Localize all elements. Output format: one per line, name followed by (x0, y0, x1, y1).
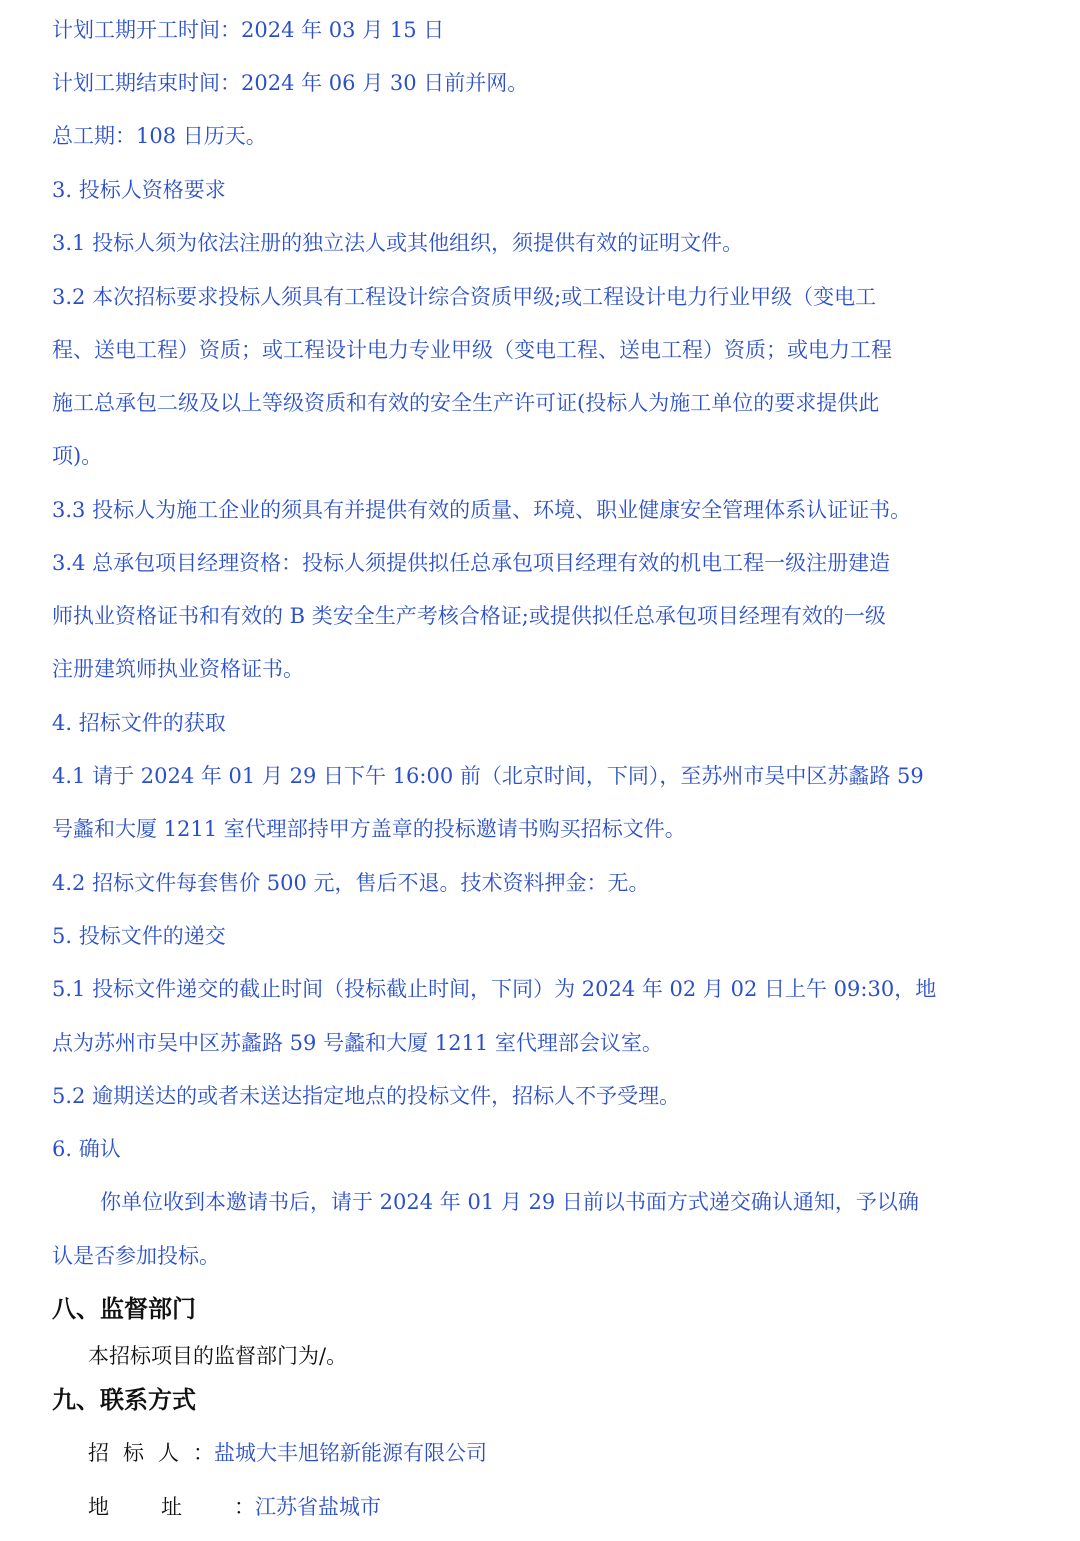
section-3-2-line: 3.2 本次招标要求投标人须具有工程设计综合资质甲级;或工程设计电力行业甲级（变电工 (52, 285, 877, 309)
section-3-title: 3. 投标人资格要求 (52, 178, 226, 202)
section-3-4-line: 师执业资格证书和有效的 B 类安全生产考核合格证;或提供拟任总承包项目经理有效的一级 (52, 604, 886, 628)
section-3-2-line: 程、送电工程）资质；或工程设计电力专业甲级（变电工程、送电工程）资质；或电力工程 (52, 338, 892, 362)
section-3-3: 3.3 投标人为施工企业的须具有并提供有效的质量、环境、职业健康安全管理体系认证证书。 (52, 498, 912, 522)
section-9-heading: 九、联系方式 (52, 1386, 196, 1414)
section-6-body-line: 认是否参加投标。 (52, 1244, 220, 1268)
section-3-2-line: 施工总承包二级及以上等级资质和有效的安全生产许可证(投标人为施工单位的要求提供此 (52, 391, 880, 415)
schedule-total: 总工期：108 日历天。 (52, 124, 267, 148)
contact-tenderer-row (88, 1438, 1048, 1468)
contact-address-value: 江苏省盐城市 (255, 1495, 381, 1519)
schedule-start: 计划工期开工时间：2024 年 03 月 15 日 (52, 18, 445, 42)
contact-address-label: 地址 (88, 1495, 234, 1519)
section-3-2-line: 项)。 (52, 444, 103, 468)
section-5-title: 5. 投标文件的递交 (52, 924, 226, 948)
section-4-title: 4. 招标文件的获取 (52, 711, 226, 735)
contact-tenderer-value: 盐城大丰旭铭新能源有限公司 (214, 1441, 487, 1465)
section-6-body-line: 你单位收到本邀请书后，请于 2024 年 01 月 29 日前以书面方式递交确认通知，予以确 (100, 1190, 919, 1214)
section-5-1-line: 点为苏州市吴中区苏蠡路 59 号蠡和大厦 1211 室代理部会议室。 (52, 1031, 663, 1055)
contact-address-row (88, 1492, 1048, 1522)
section-3-4-line: 注册建筑师执业资格证书。 (52, 657, 304, 681)
contact-tenderer-label: 招标人 (88, 1441, 193, 1465)
section-3-1: 3.1 投标人须为依法注册的独立法人或其他组织，须提供有效的证明文件。 (52, 231, 744, 255)
section-4-2: 4.2 招标文件每套售价 500 元，售后不退。技术资料押金：无。 (52, 871, 650, 895)
section-4-1-line: 4.1 请于 2024 年 01 月 29 日下午 16:00 前（北京时间，下同），至苏州市吴中区苏蠡路 59 (52, 764, 924, 788)
section-8-body: 本招标项目的监督部门为/。 (88, 1344, 348, 1368)
section-6-title: 6. 确认 (52, 1137, 121, 1161)
contact-address-colon: ： (234, 1495, 255, 1519)
section-5-2: 5.2 逾期送达的或者未送达指定地点的投标文件，招标人不予受理。 (52, 1084, 681, 1108)
section-8-heading: 八、监督部门 (52, 1295, 196, 1323)
contact-tenderer-colon: ： (193, 1441, 214, 1465)
section-5-1-line: 5.1 投标文件递交的截止时间（投标截止时间，下同）为 2024 年 02 月 02 日上午 09:30，地 (52, 977, 937, 1001)
section-3-4-line: 3.4 总承包项目经理资格：投标人须提供拟任总承包项目经理有效的机电工程一级注册建造 (52, 551, 891, 575)
schedule-end: 计划工期结束时间：2024 年 06 月 30 日前并网。 (52, 71, 529, 95)
section-4-1-line: 号蠡和大厦 1211 室代理部持甲方盖章的投标邀请书购买招标文件。 (52, 817, 686, 841)
